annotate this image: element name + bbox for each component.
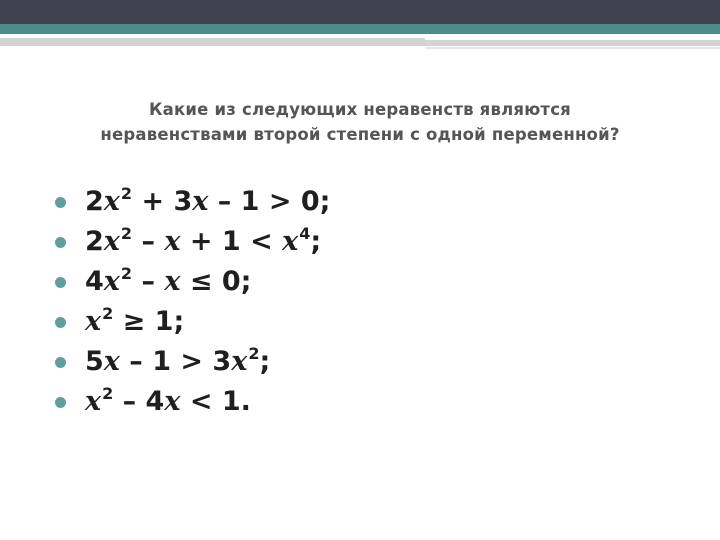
- variable: x: [103, 186, 120, 217]
- list-item: [55, 302, 330, 342]
- variable: x: [103, 346, 120, 377]
- term: –: [132, 226, 165, 257]
- term: ≤ 0;: [180, 266, 252, 297]
- exponent: 2: [120, 264, 133, 283]
- question-title: [30, 97, 690, 147]
- bullet-icon: [55, 277, 66, 288]
- divider-line-right: [425, 40, 720, 46]
- variable: x: [231, 346, 248, 377]
- exponent: 2: [248, 344, 260, 363]
- term: < 1.: [180, 386, 251, 417]
- variable: x: [282, 226, 299, 257]
- term: ;: [310, 226, 322, 257]
- term: 2: [85, 186, 104, 217]
- list-item: [55, 262, 330, 302]
- exponent: 2: [102, 304, 114, 323]
- exponent: 2: [120, 224, 133, 243]
- question-line-2: неравенствами второй степени с одной переменной?: [100, 125, 620, 144]
- list-item: [55, 382, 330, 422]
- variable: x: [164, 266, 181, 297]
- list-item: [55, 222, 330, 262]
- bullet-icon: [55, 317, 66, 328]
- variable: x: [164, 226, 181, 257]
- term: – 1 > 3: [119, 346, 232, 377]
- list-item: [55, 342, 330, 382]
- term: 5: [85, 346, 104, 377]
- term: + 3: [132, 186, 193, 217]
- bullet-icon: [55, 197, 66, 208]
- exponent: 2: [120, 184, 133, 203]
- bullet-icon: [55, 357, 66, 368]
- header-bar: [0, 0, 720, 24]
- question-line-1: Какие из следующих неравенств являются: [149, 100, 571, 119]
- variable: x: [164, 386, 181, 417]
- term: + 1 <: [180, 226, 283, 257]
- variable: x: [103, 226, 120, 257]
- divider-line: [0, 38, 425, 46]
- term: 4: [85, 266, 104, 297]
- inequality-list: [55, 182, 330, 422]
- variable: x: [85, 386, 102, 417]
- exponent: 2: [102, 384, 114, 403]
- divider-line-right-thin: [425, 47, 720, 49]
- list-item: [55, 182, 330, 222]
- term: ;: [259, 346, 271, 377]
- variable: x: [85, 306, 102, 337]
- accent-bar: [0, 24, 720, 34]
- term: 2: [85, 226, 104, 257]
- term: – 4: [113, 386, 165, 417]
- bullet-icon: [55, 397, 66, 408]
- variable: x: [192, 186, 209, 217]
- term: – 1 > 0;: [208, 186, 331, 217]
- term: –: [132, 266, 165, 297]
- term: ≥ 1;: [113, 306, 185, 337]
- exponent: 4: [299, 224, 311, 243]
- variable: x: [103, 266, 120, 297]
- bullet-icon: [55, 237, 66, 248]
